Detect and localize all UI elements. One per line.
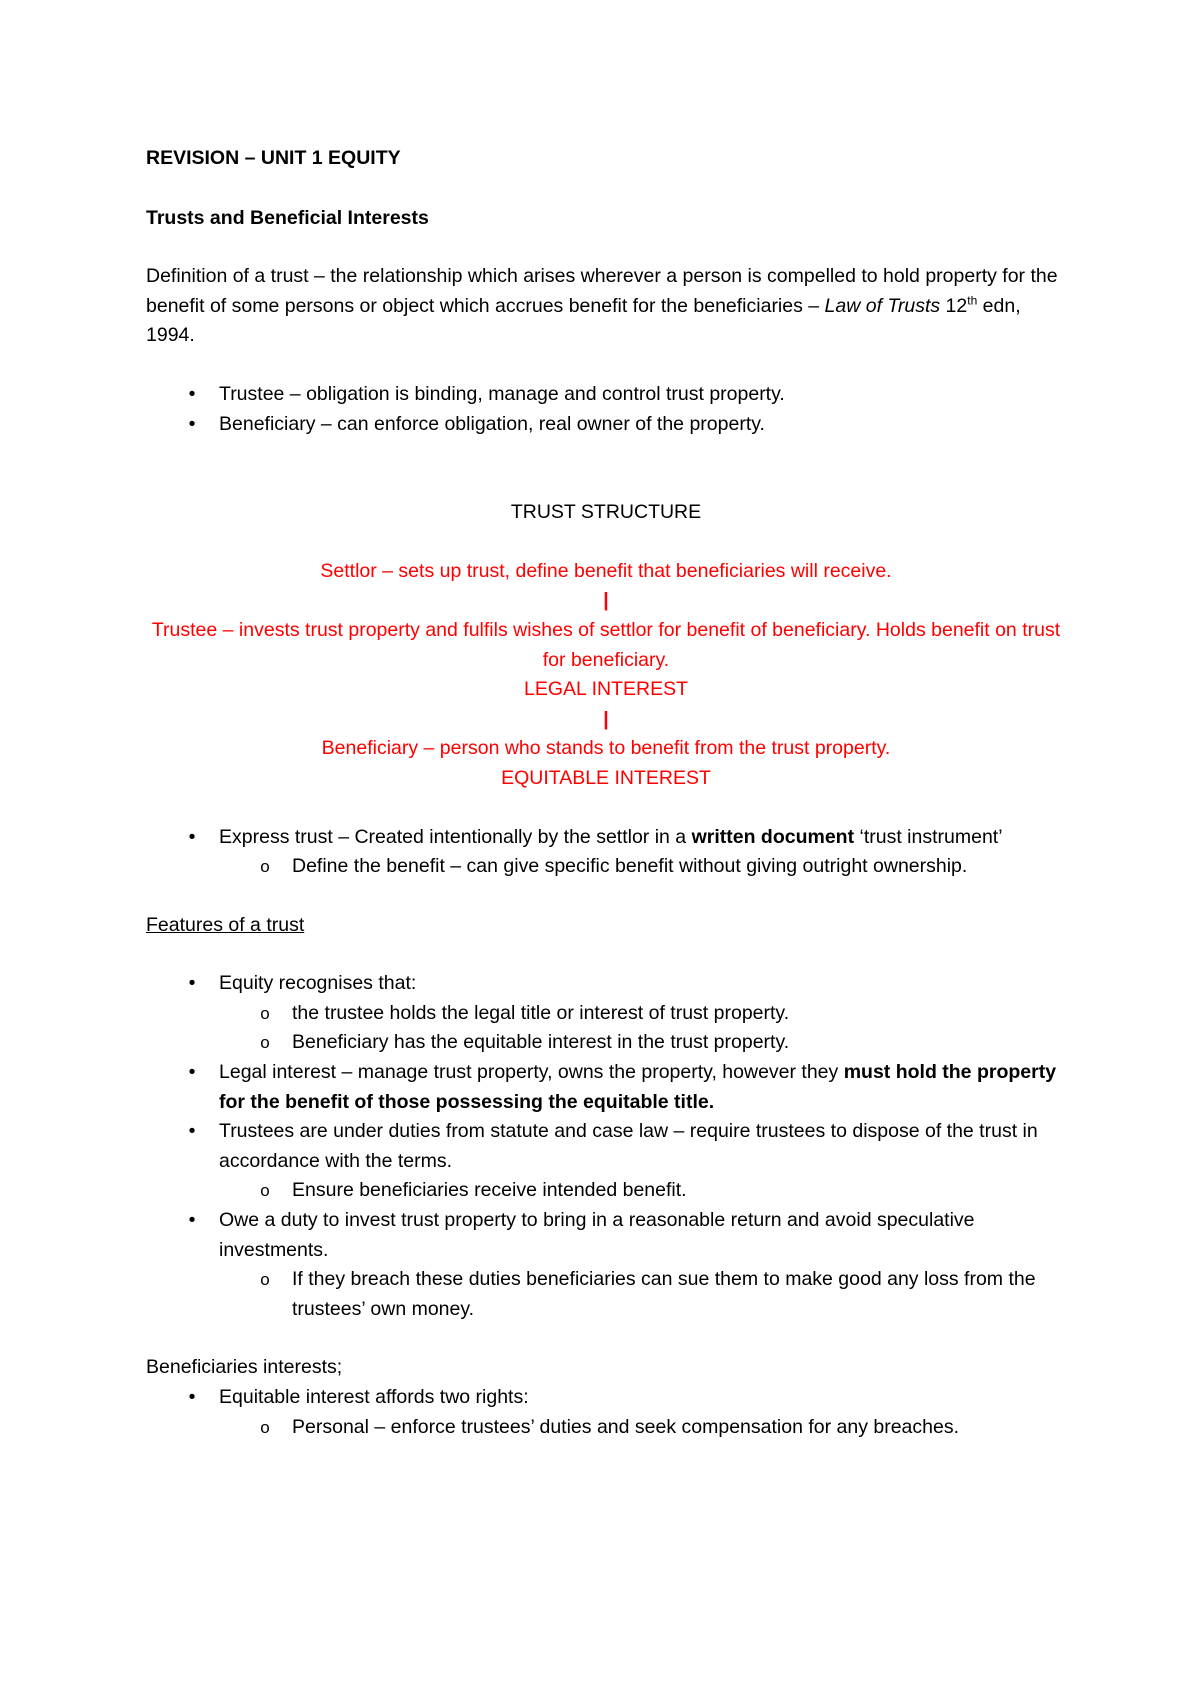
sub-list-item [219,1028,1066,1058]
sub-list-item-text: Beneficiary has the equitable interest in the trust property. [292,1031,790,1054]
connector-pipe: | [603,707,609,730]
citation-title: Law of Trusts [824,294,941,317]
definition-paragraph [146,262,1066,351]
connector-pipe: | [603,589,609,612]
list-item [146,1058,1066,1117]
sub-list [219,1265,1066,1324]
sub-list-item [219,1413,1066,1443]
list-item [146,380,1066,410]
list-item-text: Equity recognises that: [219,972,417,995]
settlor-line: Settlor – sets up trust, define benefit that beneficiaries will receive. [320,559,892,582]
sub-list-item [219,999,1066,1029]
beneficiaries-heading: Beneficiaries interests; [146,1356,343,1379]
sub-list [219,1176,1066,1206]
legal-interest-label: LEGAL INTEREST [524,678,688,701]
list-item-text: Equitable interest affords two rights: [219,1386,529,1408]
sub-list [219,1413,1066,1443]
list-item [146,410,1066,440]
sub-list [219,999,1066,1058]
bullet-list-express-trust [146,823,1066,882]
list-item [146,1117,1066,1206]
sub-list-item-text: If they breach these duties beneficiaries can sue them to make good any loss from the trustees’ own money. [292,1268,1036,1320]
citation-number: 12 [940,294,968,317]
bullet-list-features [146,969,1066,1324]
document-body [146,144,1066,1442]
sub-bullet-marker: o [260,1003,270,1023]
sub-list-item-text: Ensure beneficiaries receive intended benefit. [292,1179,687,1202]
list-item-text: Legal interest – manage trust property, owns the property, however they [219,1061,844,1084]
citation-superscript: th [967,293,978,308]
bullet-list-beneficiaries [146,1383,1066,1442]
section-heading-trusts: Trusts and Beneficial Interests [146,206,429,229]
sub-list-item [219,852,1066,882]
document-title: REVISION – UNIT 1 EQUITY [146,147,401,169]
list-item-text: ‘trust instrument’ [854,825,1003,848]
bullet-marker: • [188,1209,196,1232]
bullet-marker: • [188,382,196,405]
sub-bullet-marker: o [260,1417,270,1437]
bullet-list-roles [146,380,1066,439]
bullet-marker: • [188,1061,196,1084]
sub-list [219,852,1066,882]
trust-structure-diagram [146,557,1066,794]
sub-bullet-marker: o [260,857,270,877]
beneficiary-line: Beneficiary – person who stands to benefit from the trust property. [321,737,891,760]
sub-list-item [219,1176,1066,1206]
list-item-text: Express trust – Created intentionally by the settlor in a [219,825,692,848]
trustee-line: Trustee – invests trust property and fulfils wishes of settlor for benefit of beneficiary. Holds benefit on trust for beneficiary. [151,618,1061,671]
equitable-interest-label: EQUITABLE INTEREST [501,766,711,789]
sub-list-item-text: Define the benefit – can give specific benefit without giving outright ownership. [292,855,968,878]
definition-text: Definition of a trust – the relationship which arises wherever a person is compelled to hold property for the benefit of some persons or object which accrues benefit for the beneficiaries – [146,265,1058,317]
trust-structure-title: TRUST STRUCTURE [510,501,702,524]
list-item-text: Owe a duty to invest trust property to bring in a reasonable return and avoid speculative investments. [219,1209,975,1261]
list-item-text: Trustee – obligation is binding, manage and control trust property. [219,382,785,405]
list-item [146,1383,1066,1442]
bullet-marker: • [188,412,196,435]
list-item [146,969,1066,1058]
list-item [146,823,1066,882]
sub-bullet-marker: o [260,1033,270,1053]
list-item-text: Trustees are under duties from statute and case law – require trustees to dispose of the trust in accordance with the terms. [219,1120,1038,1172]
bullet-marker: • [188,1120,196,1143]
sub-list-item [219,1265,1066,1324]
bullet-marker: • [188,1386,196,1408]
citation-rest: edn, 1994. [146,294,1021,347]
sub-bullet-marker: o [260,1181,270,1201]
bullet-marker: • [188,972,196,995]
list-item-bold-text: must hold the property for the benefit of those possessing the equitable title. [219,1061,1057,1113]
features-heading: Features of a trust [146,913,305,936]
list-item-bold-text: written document [691,825,855,848]
list-item-text: Beneficiary – can enforce obligation, real owner of the property. [219,412,765,435]
list-item [146,1206,1066,1324]
sub-bullet-marker: o [260,1270,270,1290]
sub-list-item-text: the trustee holds the legal title or interest of trust property. [292,1001,790,1024]
bullet-marker: • [188,825,196,848]
sub-list-item-text: Personal – enforce trustees’ duties and seek compensation for any breaches. [292,1415,959,1438]
